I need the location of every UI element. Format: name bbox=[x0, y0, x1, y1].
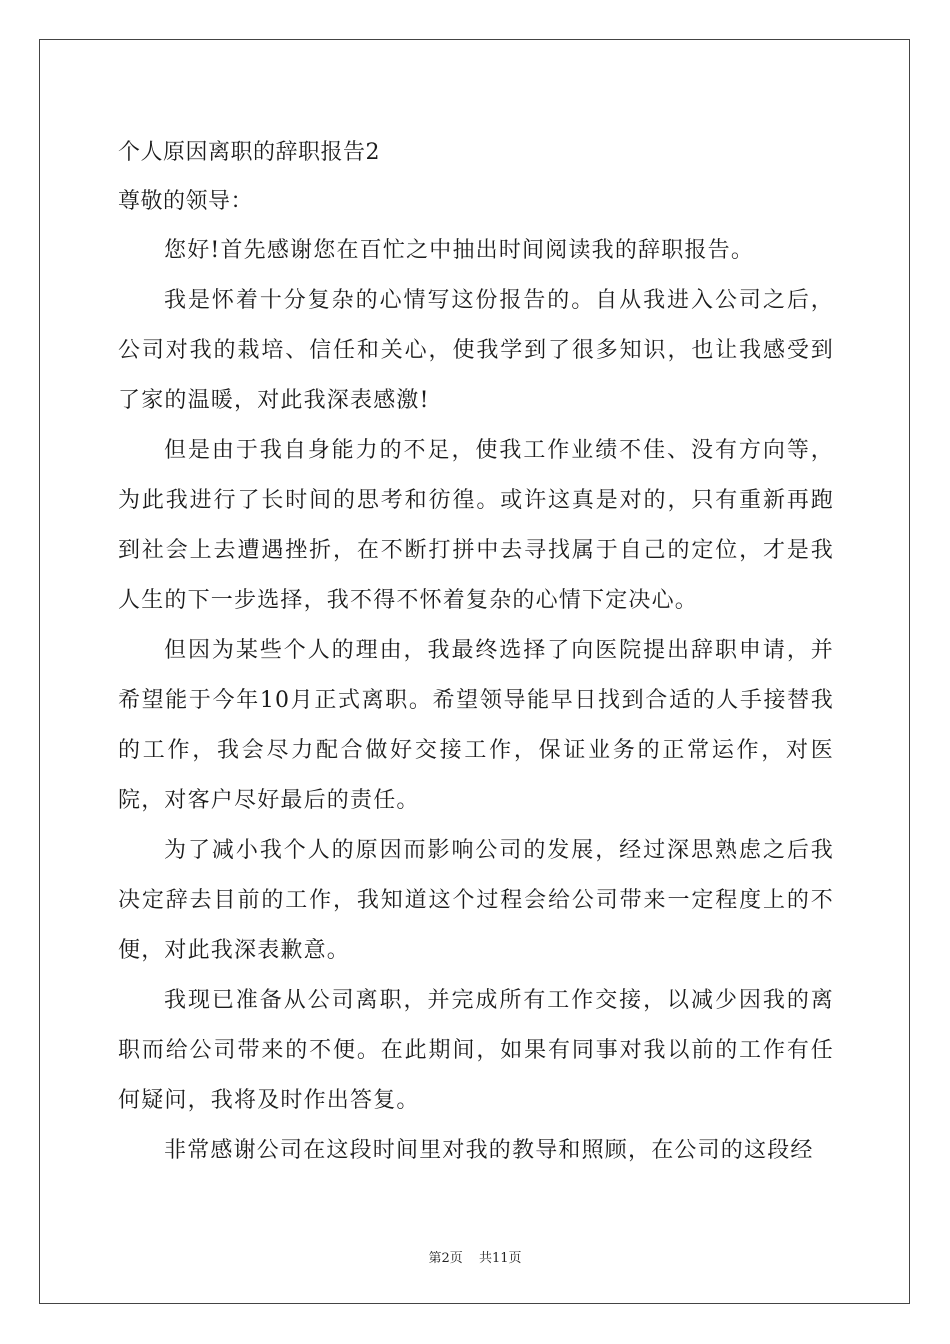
document-title: 个人原因离职的辞职报告2 bbox=[118, 140, 380, 165]
paragraph: 但因为某些个人的理由，我最终选择了向医院提出辞职申请，并希望能于今年10月正式离职。希望领导能早日找到合适的人手接替我的工作，我会尽力配合做好交接工作，保证业务的正常运作，对医院，对客户尽好最后的责任。 bbox=[118, 638, 834, 813]
page-number: 第2页 bbox=[428, 1251, 463, 1266]
page-total: 共11页 bbox=[478, 1251, 522, 1266]
paragraph: 但是由于我自身能力的不足，使我工作业绩不佳、没有方向等，为此我进行了长时间的思考和彷徨。或许这真是对的，只有重新再跑到社会上去遭遇挫折，在不断打拼中去寻找属于自己的定位，才是我人生的下一步选择，我不得不怀着复杂的心情下定决心。 bbox=[118, 438, 834, 613]
paragraph: 我现已准备从公司离职，并完成所有工作交接，以减少因我的离职而给公司带来的不便。在此期间，如果有同事对我以前的工作有任何疑问，我将及时作出答复。 bbox=[118, 988, 834, 1113]
paragraph: 为了减小我个人的原因而影响公司的发展，经过深思熟虑之后我决定辞去目前的工作，我知道这个过程会给公司带来一定程度上的不便，对此我深表歉意。 bbox=[118, 838, 834, 963]
page-footer bbox=[0, 1247, 950, 1266]
salutation: 尊敬的领导： bbox=[118, 189, 254, 214]
paragraph: 我是怀着十分复杂的心情写这份报告的。自从我进入公司之后，公司对我的栽培、信任和关心，使我学到了很多知识，也让我感受到了家的温暖，对此我深表感激! bbox=[118, 288, 834, 413]
document-body bbox=[118, 128, 834, 1176]
paragraph: 非常感谢公司在这段时间里对我的教导和照顾，在公司的这段经 bbox=[164, 1138, 814, 1163]
paragraph: 您好!首先感谢您在百忙之中抽出时间阅读我的辞职报告。 bbox=[164, 238, 755, 263]
